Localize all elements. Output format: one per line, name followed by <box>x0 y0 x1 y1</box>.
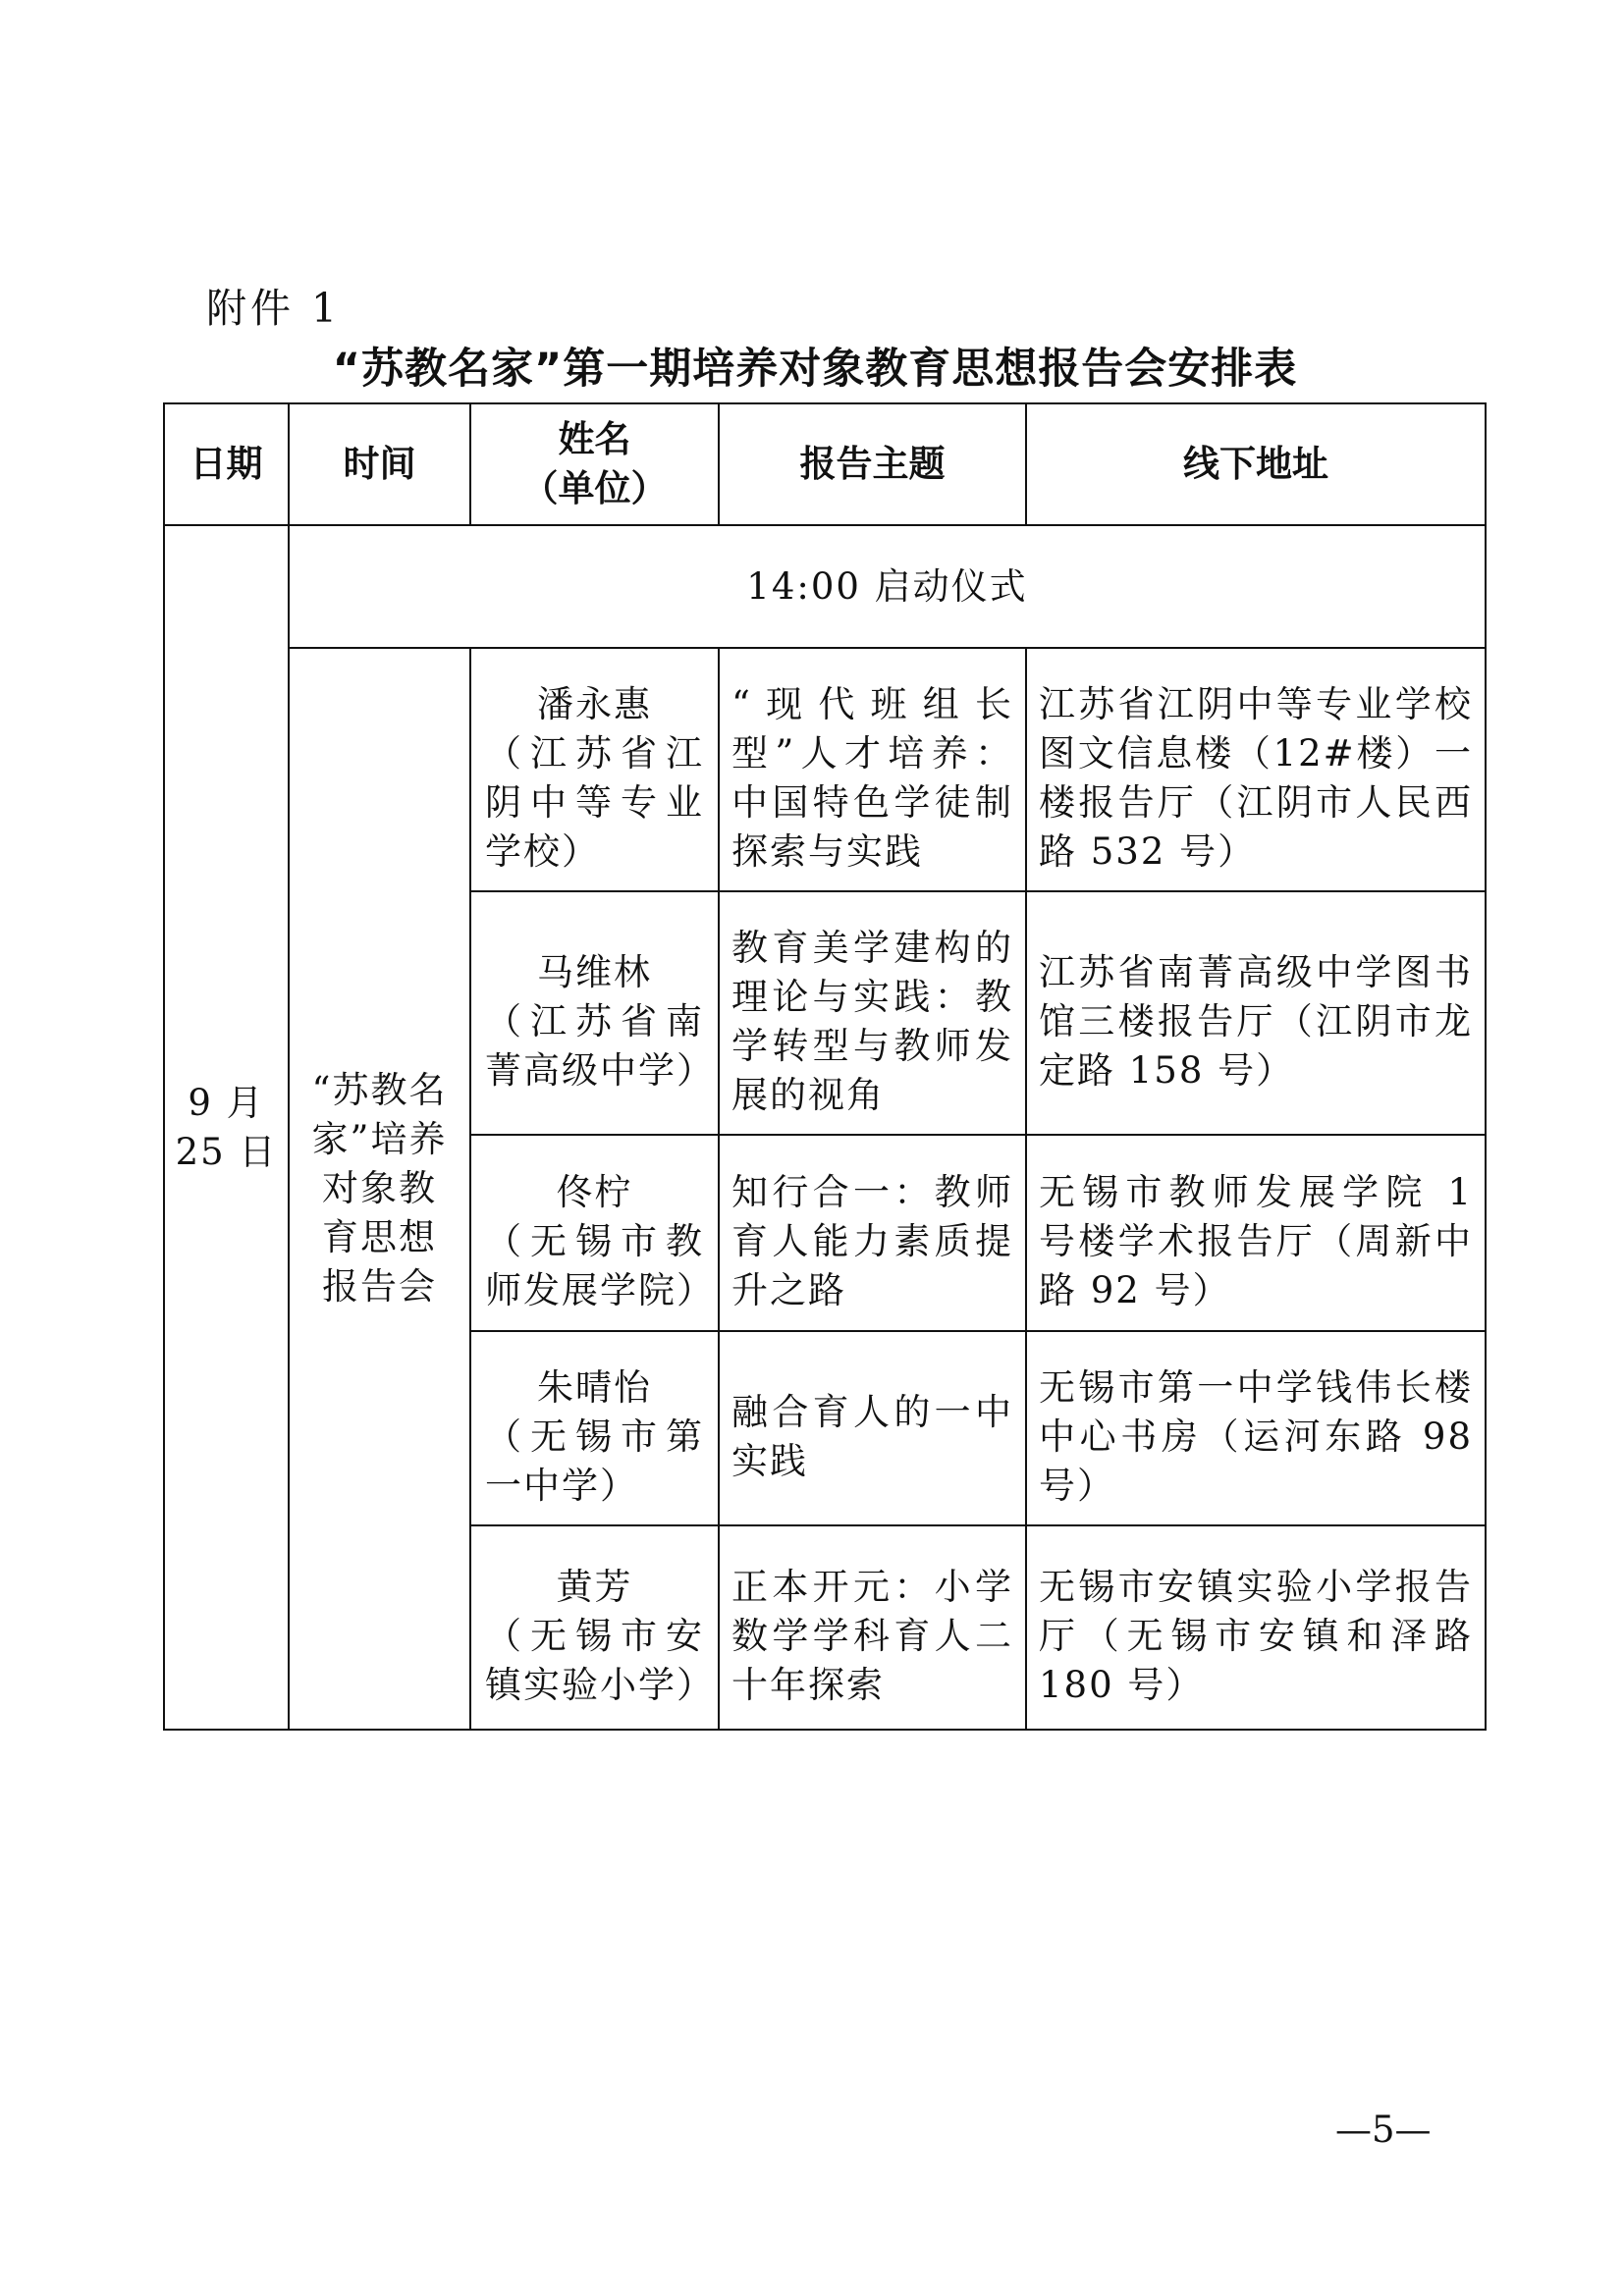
topic-cell: “现代班组长型”人才培养：中国特色学徒制探索与实践 <box>719 648 1026 891</box>
page-number: —5— <box>1335 2109 1432 2151</box>
date-text: 9 月 25 日 <box>175 1081 278 1173</box>
table-row <box>164 648 1486 891</box>
schedule-table <box>163 402 1487 1731</box>
speaker-name: 黄芳 <box>556 1566 633 1608</box>
speaker-name: 潘永惠 <box>537 683 652 725</box>
address-cell: 江苏省江阴中等专业学校图文信息楼（12#楼）一楼报告厅（江阴市人民西路 532 号） <box>1026 648 1486 891</box>
topic-cell: 正本开元：小学数学学科育人二十年探索 <box>719 1525 1026 1730</box>
speaker-unit: （江苏省南菁高级中学） <box>485 1000 715 1092</box>
speaker-unit: （无锡市安镇实验小学） <box>485 1615 715 1706</box>
header-name-line1: 姓名 <box>558 418 631 460</box>
header-topic: 报告主题 <box>719 403 1026 525</box>
header-address: 线下地址 <box>1026 403 1486 525</box>
address-cell: 江苏省南菁高级中学图书馆三楼报告厅（江阴市龙定路 158 号） <box>1026 891 1486 1135</box>
name-cell <box>470 1135 719 1331</box>
document-title: “苏教名家”第一期培养对象教育思想报告会安排表 <box>332 345 1298 394</box>
address-cell: 无锡市安镇实验小学报告厅（无锡市安镇和泽路 180 号） <box>1026 1525 1486 1730</box>
ceremony-cell: 14:00 启动仪式 <box>289 525 1486 648</box>
name-cell <box>470 1331 719 1525</box>
address-cell: 无锡市教师发展学院 1 号楼学术报告厅（周新中路 92 号） <box>1026 1135 1486 1331</box>
header-date: 日期 <box>164 403 289 525</box>
name-cell <box>470 891 719 1135</box>
topic-cell: 融合育人的一中实践 <box>719 1331 1026 1525</box>
table-header-row <box>164 403 1486 525</box>
date-cell <box>164 525 289 1730</box>
event-cell: “苏教名家”培养对象教育思想报告会 <box>289 648 470 1730</box>
speaker-name: 佟柠 <box>556 1171 633 1213</box>
name-cell <box>470 1525 719 1730</box>
header-name <box>470 403 719 525</box>
name-cell <box>470 648 719 891</box>
speaker-unit: （无锡市教师发展学院） <box>485 1220 715 1311</box>
speaker-unit: （江苏省江阴中等专业学校） <box>485 732 704 873</box>
header-time: 时间 <box>289 403 470 525</box>
speaker-unit: （无锡市第一中学） <box>485 1415 704 1507</box>
address-cell: 无锡市第一中学钱伟长楼中心书房（运河东路 98 号） <box>1026 1331 1486 1525</box>
speaker-name: 马维林 <box>537 951 652 993</box>
header-name-line2: （单位） <box>521 467 668 509</box>
topic-cell: 教育美学建构的理论与实践：教学转型与教师发展的视角 <box>719 891 1026 1135</box>
ceremony-row <box>164 525 1486 648</box>
attachment-label: 附件 1 <box>206 285 342 332</box>
speaker-name: 朱晴怡 <box>537 1366 652 1409</box>
topic-cell: 知行合一：教师育人能力素质提升之路 <box>719 1135 1026 1331</box>
